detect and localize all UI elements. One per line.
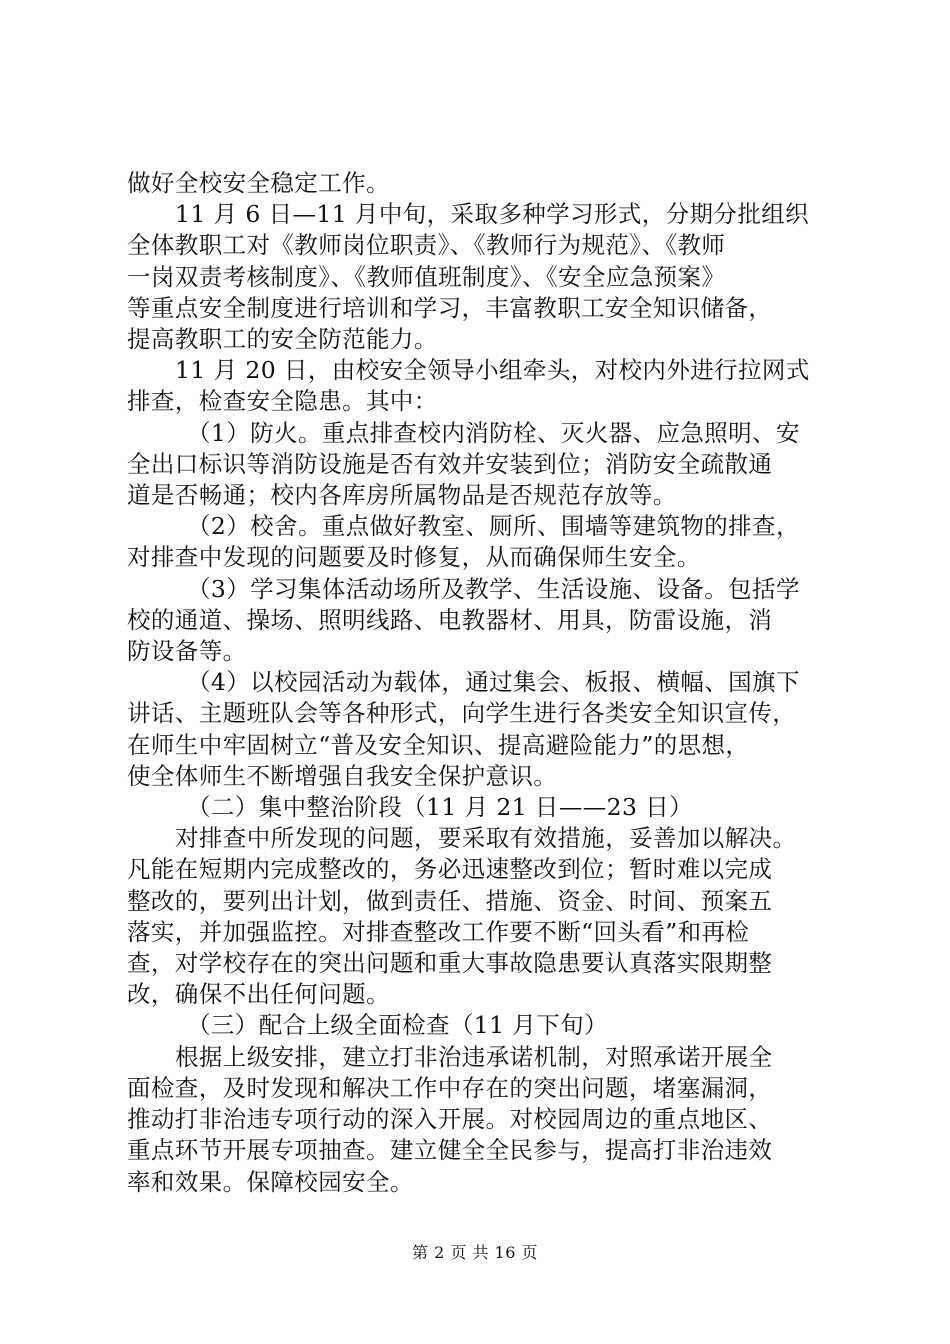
section-heading: （三）配合上级全面检查（11 月下旬）: [187, 1011, 608, 1040]
text-line: 校的通道、操场、照明线路、电教器材、用具，防雷设施，消: [127, 605, 773, 634]
text-line: 对排查中发现的问题要及时修复，从而确保师生安全。: [127, 543, 701, 572]
page-footer: [0, 1240, 950, 1263]
text-line: （2）校舍。重点做好教室、厕所、围墙等建筑物的排查，: [187, 512, 800, 541]
text-line: 讲话、主题班队会等各种形式，向学生进行各类安全知识宣传，: [127, 699, 797, 728]
text-line: 使全体师生不断增强自我安全保护意识。: [127, 761, 558, 790]
text-line: 对排查中所发现的问题，要采取有效措施，妥善加以解决。: [175, 824, 797, 853]
text-line: 等重点安全制度进行培训和学习，丰富教职工安全知识储备，: [127, 293, 773, 322]
section-heading: （二）集中整治阶段（11 月 21 日——23 日）: [187, 793, 693, 822]
text-line: 11 月 20 日，由校安全领导小组牵头，对校内外进行拉网式: [175, 356, 810, 385]
text-line: 落实，并加强监控。对排查整改工作要不断“回头看”和再检: [127, 917, 750, 946]
text-line: （3）学习集体活动场所及教学、生活设施、设备。包括学: [187, 574, 800, 603]
text-line: 推动打非治违专项行动的深入开展。对校园周边的重点地区、: [127, 1105, 773, 1134]
text-line: （4）以校园活动为载体，通过集会、板报、横幅、国旗下: [187, 668, 800, 697]
text-line: 面检查，及时发现和解决工作中存在的突出问题，堵塞漏洞，: [127, 1073, 773, 1102]
text-line: 做好全校安全稳定工作。: [127, 169, 390, 197]
text-line: 全体教职工对《教师岗位职责》、《教师行为规范》、《教师: [127, 231, 726, 260]
text-line: 整改的，要列出计划，做到责任、措施、资金、时间、预案五: [127, 886, 773, 915]
text-line: 11 月 6 日—11 月中旬，采取多种学习形式，分期分批组织: [175, 200, 810, 229]
text-line: 改，确保不出任何问题。: [127, 980, 390, 1009]
text-line: 道是否畅通；校内各库房所属物品是否规范存放等。: [127, 481, 677, 510]
text-line: 全出口标识等消防设施是否有效并安装到位；消防安全疏散通: [127, 449, 773, 478]
text-line: 在师生中牢固树立“普及安全知识、提高避险能力”的思想，: [127, 730, 750, 759]
page-number-label: 第 2 页 共 16 页: [412, 1243, 538, 1262]
text-line: 重点环节开展专项抽查。建立健全全民参与，提高打非治违效: [127, 1136, 773, 1165]
text-line: 率和效果。保障校园安全。: [127, 1167, 414, 1196]
text-line: 排查，检查安全隐患。其中：: [127, 387, 438, 416]
document-body: [127, 168, 837, 1198]
text-line: 根据上级安排，建立打非治违承诺机制，对照承诺开展全: [175, 1042, 773, 1071]
text-line: 提高教职工的安全防范能力。: [127, 325, 438, 354]
text-line: 凡能在短期内完成整改的，务必迅速整改到位；暂时难以完成: [127, 855, 773, 884]
text-line: 查，对学校存在的突出问题和重大事故隐患要认真落实限期整: [127, 949, 773, 978]
text-line: （1）防火。重点排查校内消防栓、灭火器、应急照明、安: [187, 418, 800, 447]
text-line: 一岗双责考核制度》、《教师值班制度》、《安全应急预案》: [127, 262, 726, 291]
text-line: 防设备等。: [127, 637, 247, 666]
